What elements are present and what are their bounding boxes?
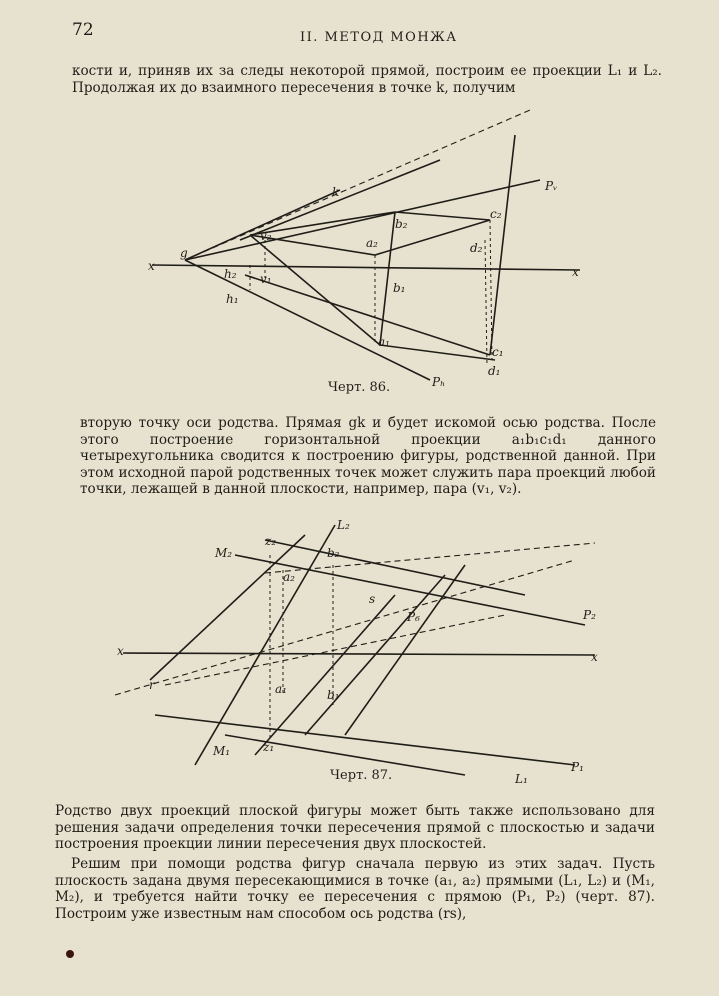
fig86-label-x-left: x — [148, 259, 155, 273]
paragraph-1: кости и, приняв их за следы некоторой прямой, построим ее проекции L₁ и L₂. Продолжая их до взаимного пересечения в точке k, получим — [72, 63, 662, 96]
paragraph-4: Решим при помощи родства фигур сначала первую из этих задач. Пусть плоскость задана двумя пересекающимися в точке (a₁, a₂) прямыми (L₁, L₂) и (M₁, M₂), и требуется найти точку ее пересечения с прямою (P₁, P₂) (черт. 87). Построим уже известным нам способом ось родства (rs), — [55, 856, 655, 922]
fig86-label-c1: c₁ — [492, 345, 504, 359]
fig87-label-a1: a₁ — [275, 682, 287, 696]
figure-86-caption: Черт. 86. — [328, 380, 391, 395]
fig87-label-s: s — [369, 592, 376, 606]
page-number: 72 — [72, 20, 94, 40]
fig86-label-d2: d₂ — [470, 241, 483, 255]
paragraph-2: вторую точку оси родства. Прямая gk и будет искомой осью родства. После этого построение горизонтальной проекции a₁b₁c₁d₁ данного четырехугольника сводится к построению фигуры, родственной данной. При этом исходной парой родственных точек может служить пара проекций любой точки, лежащей в данной плоскости, например, пара (v₁, v₂). — [80, 415, 656, 497]
figure-87 — [105, 515, 615, 785]
fig87-label-m2: M₂ — [215, 546, 233, 560]
fig87-label-p1: P₁ — [571, 760, 584, 774]
fig86-label-g: g — [180, 246, 188, 260]
fig87-label-l1: L₁ — [515, 772, 528, 785]
axis-x — [123, 653, 595, 655]
fig87-label-z1: z₁ — [263, 740, 275, 754]
fig86-label-h2: h₂ — [224, 267, 237, 281]
fig87-label-l2: L₂ — [337, 518, 350, 532]
dash-low — [165, 615, 505, 685]
diag-v — [240, 160, 440, 240]
fig86-label-h1: h₁ — [226, 292, 239, 306]
line-pb — [345, 565, 465, 735]
fig86-label-c2: c₂ — [490, 207, 502, 221]
fig86-label-a2: a₂ — [366, 236, 378, 250]
running-head: II. МЕТОД МОНЖА — [300, 30, 458, 45]
line-s-down — [255, 595, 395, 755]
fig87-label-b1: b₁ — [327, 688, 340, 702]
fig86-label-b2: b₂ — [395, 217, 408, 231]
dash-top — [265, 543, 595, 573]
fig86-label-d1: d₁ — [488, 364, 501, 378]
figure-87-caption: Черт. 87. — [330, 768, 393, 783]
trace-ph — [185, 260, 430, 380]
fig87-label-a2: a₂ — [283, 570, 295, 584]
fig86-label-v2: v₂ — [260, 229, 272, 243]
line-b1 — [380, 212, 395, 345]
steep-line — [490, 135, 515, 355]
figure-86 — [140, 100, 600, 400]
paragraph-3: Родство двух проекций плоской фигуры может быть также использовано для решения задачи определения точки пересечения прямой с плоскостью и задачи построения проекции линии пересечения двух плоскостей. — [55, 803, 655, 852]
fig86-label-x-right: x — [572, 265, 579, 279]
dash-mid — [115, 560, 575, 695]
fig87-label-pb: P₆ — [407, 610, 420, 624]
fig87-label-z2: z₂ — [265, 534, 277, 548]
fig87-label-x-left: x — [117, 644, 124, 658]
fig87-label-x-right: x — [591, 650, 598, 664]
quad-h-proj — [250, 235, 495, 360]
fig86-label-v1: v₁ — [260, 272, 272, 286]
axis-x — [152, 265, 580, 270]
fig86-label-k: k — [332, 185, 340, 199]
fig86-label-pv: Pᵥ — [545, 179, 558, 193]
fig87-label-m1: M₁ — [213, 744, 231, 758]
fig87-label-r: r — [149, 678, 155, 692]
line-h1 — [245, 275, 490, 355]
proj-d — [485, 240, 487, 365]
fig86-label-ph: Pₕ — [432, 375, 446, 389]
ink-blot — [66, 950, 74, 958]
fig87-label-b2: b₂ — [327, 546, 340, 560]
fig86-label-a1: a₁ — [378, 335, 390, 349]
fig86-label-b1: b₁ — [393, 281, 406, 295]
fig87-label-p2: P₂ — [583, 608, 596, 622]
